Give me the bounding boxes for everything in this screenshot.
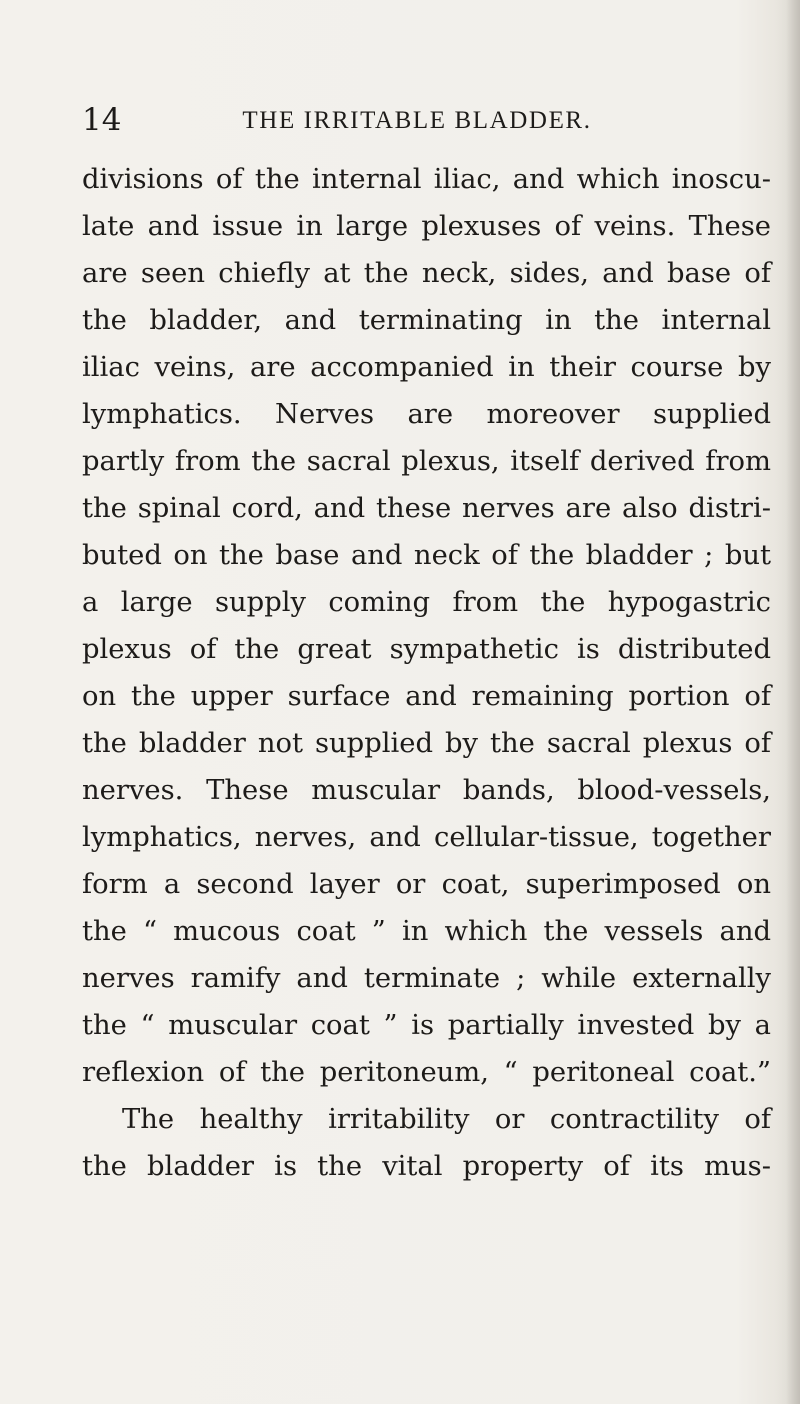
text-line: partly from the sacral plexus, itself derived from	[82, 446, 771, 477]
running-title: THE IRRITABLE BLADDER.	[242, 107, 592, 134]
text-line: the bladder not supplied by the sacral plexus of	[82, 728, 771, 759]
text-line: iliac veins, are accompanied in their course by	[82, 352, 771, 383]
body-text	[82, 156, 771, 1190]
text-line: late and issue in large plexuses of veins. These	[82, 211, 771, 242]
text-line: the bladder is the vital property of its mus-	[82, 1151, 771, 1182]
text-line: nerves. These muscular bands, blood-vessels,	[82, 775, 771, 806]
text-line: are seen chiefly at the neck, sides, and base of	[82, 258, 771, 289]
text-line: buted on the base and neck of the bladder ; but	[82, 540, 771, 571]
text-line: lymphatics. Nerves are moreover supplied	[82, 399, 771, 430]
text-line: divisions of the internal iliac, and which inoscu-	[82, 164, 771, 195]
text-line: plexus of the great sympathetic is distributed	[82, 634, 771, 665]
running-head	[0, 103, 800, 143]
text-line: reflexion of the peritoneum, “ peritoneal coat.”	[82, 1057, 771, 1088]
text-line: the bladder, and terminating in the internal	[82, 305, 771, 336]
text-line: the “ muscular coat ” is partially invested by a	[82, 1010, 771, 1041]
text-line: a large supply coming from the hypogastric	[82, 587, 771, 618]
text-line: form a second layer or coat, superimposed on	[82, 869, 771, 900]
text-line: nerves ramify and terminate ; while externally	[82, 963, 771, 994]
text-line: the spinal cord, and these nerves are also distri-	[82, 493, 771, 524]
page-edge-shadow	[786, 0, 800, 1404]
text-line: the “ mucous coat ” in which the vessels and	[82, 916, 771, 947]
paragraph-start-line: The healthy irritability or contractility of	[122, 1104, 771, 1135]
text-line: on the upper surface and remaining portion of	[82, 681, 771, 712]
page-number: 14	[82, 102, 122, 138]
text-line: lymphatics, nerves, and cellular-tissue, together	[82, 822, 771, 853]
